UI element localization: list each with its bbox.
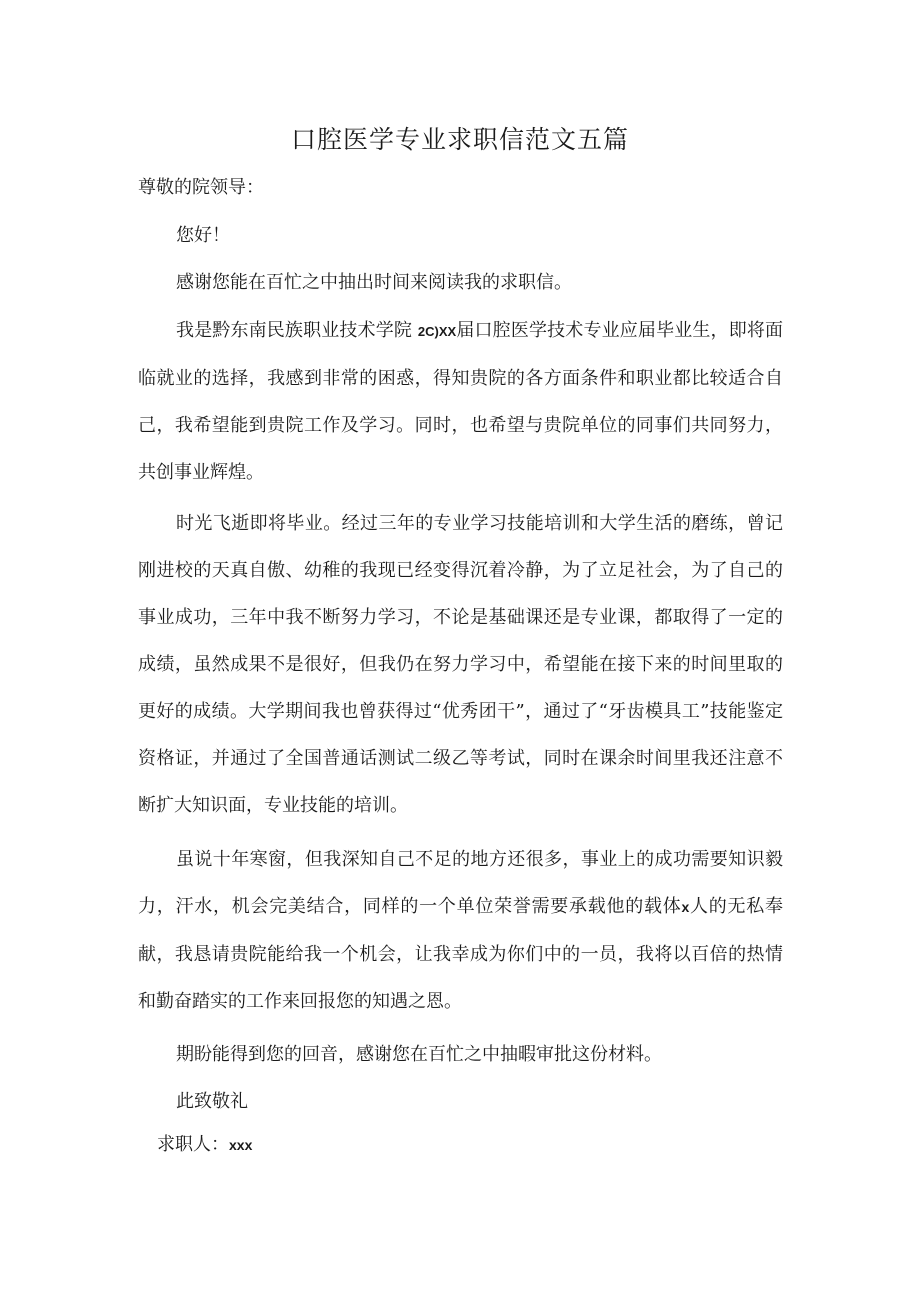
closing-salute: 此致敬礼 (176, 1091, 248, 1112)
intro-year-code: 2C)XX (417, 324, 457, 339)
salutation: 尊敬的院领导： (138, 177, 264, 198)
request-text-part2: 人的无私奉献，我恳请贵院能给我一个机会，让我幸成为你们中的一员，我将以百倍的热情和勤奋踏实的工作来回报您的知遇之恩。 (138, 896, 784, 1012)
closing-request: 期盼能得到您的回音，感谢您在百忙之中抽暇审批这份材料。 (176, 1044, 662, 1065)
signature (157, 1133, 252, 1157)
thanks-line: 感谢您能在百忙之中抽出时间来阅读我的求职信。 (176, 272, 572, 293)
signature-label: 求职人： (157, 1134, 229, 1155)
request-text-part1: 虽说十年寒窗，但我深知自己不足的地方还很多，事业上的成功需要知识毅力，汗水，机会完美结合，同样的一个单位荣誉需要承载他的载体 (138, 849, 783, 917)
signature-name: xxx (229, 1137, 253, 1153)
paragraph-study-experience: 时光飞逝即将毕业。经过三年的专业学习技能培训和大学生活的磨练，曾记刚进校的天真自傲、幼稚的我现已经变得沉着冷静，为了立足社会，为了自己的事业成功，三年中我不断努力学习，不论是基础课还是专业课，都取得了一定的成绩，虽然成果不是很好，但我仍在努力学习中，希望能在接下来的时间里取的更好的成绩。大学期间我也曾获得过“优秀团干”，通过了“牙齿模具工”技能鉴定资格证，并通过了全国普通话测试二级乙等考试，同时在课余时间里我还注意不断扩大知识面，专业技能的培训。 (138, 513, 783, 816)
intro-text-part2: 届口腔医学技术专业应届毕业生，即将面临就业的选择，我感到非常的困惑，得知贵院的各方面条件和职业都比较适合自己，我希望能到贵院工作及学习。同时，也希望与贵院单位的同事们共同努力，共创事业辉煌。 (138, 320, 784, 483)
intro-text-part1: 我是黔东南民族职业技术学院 (176, 320, 413, 341)
request-x: x (681, 899, 690, 915)
greeting: 您好！ (176, 225, 230, 246)
paragraph-introduction (138, 307, 783, 496)
paragraph-request (138, 836, 783, 1025)
document-title: 口腔医学专业求职信范文五篇 (290, 125, 629, 154)
